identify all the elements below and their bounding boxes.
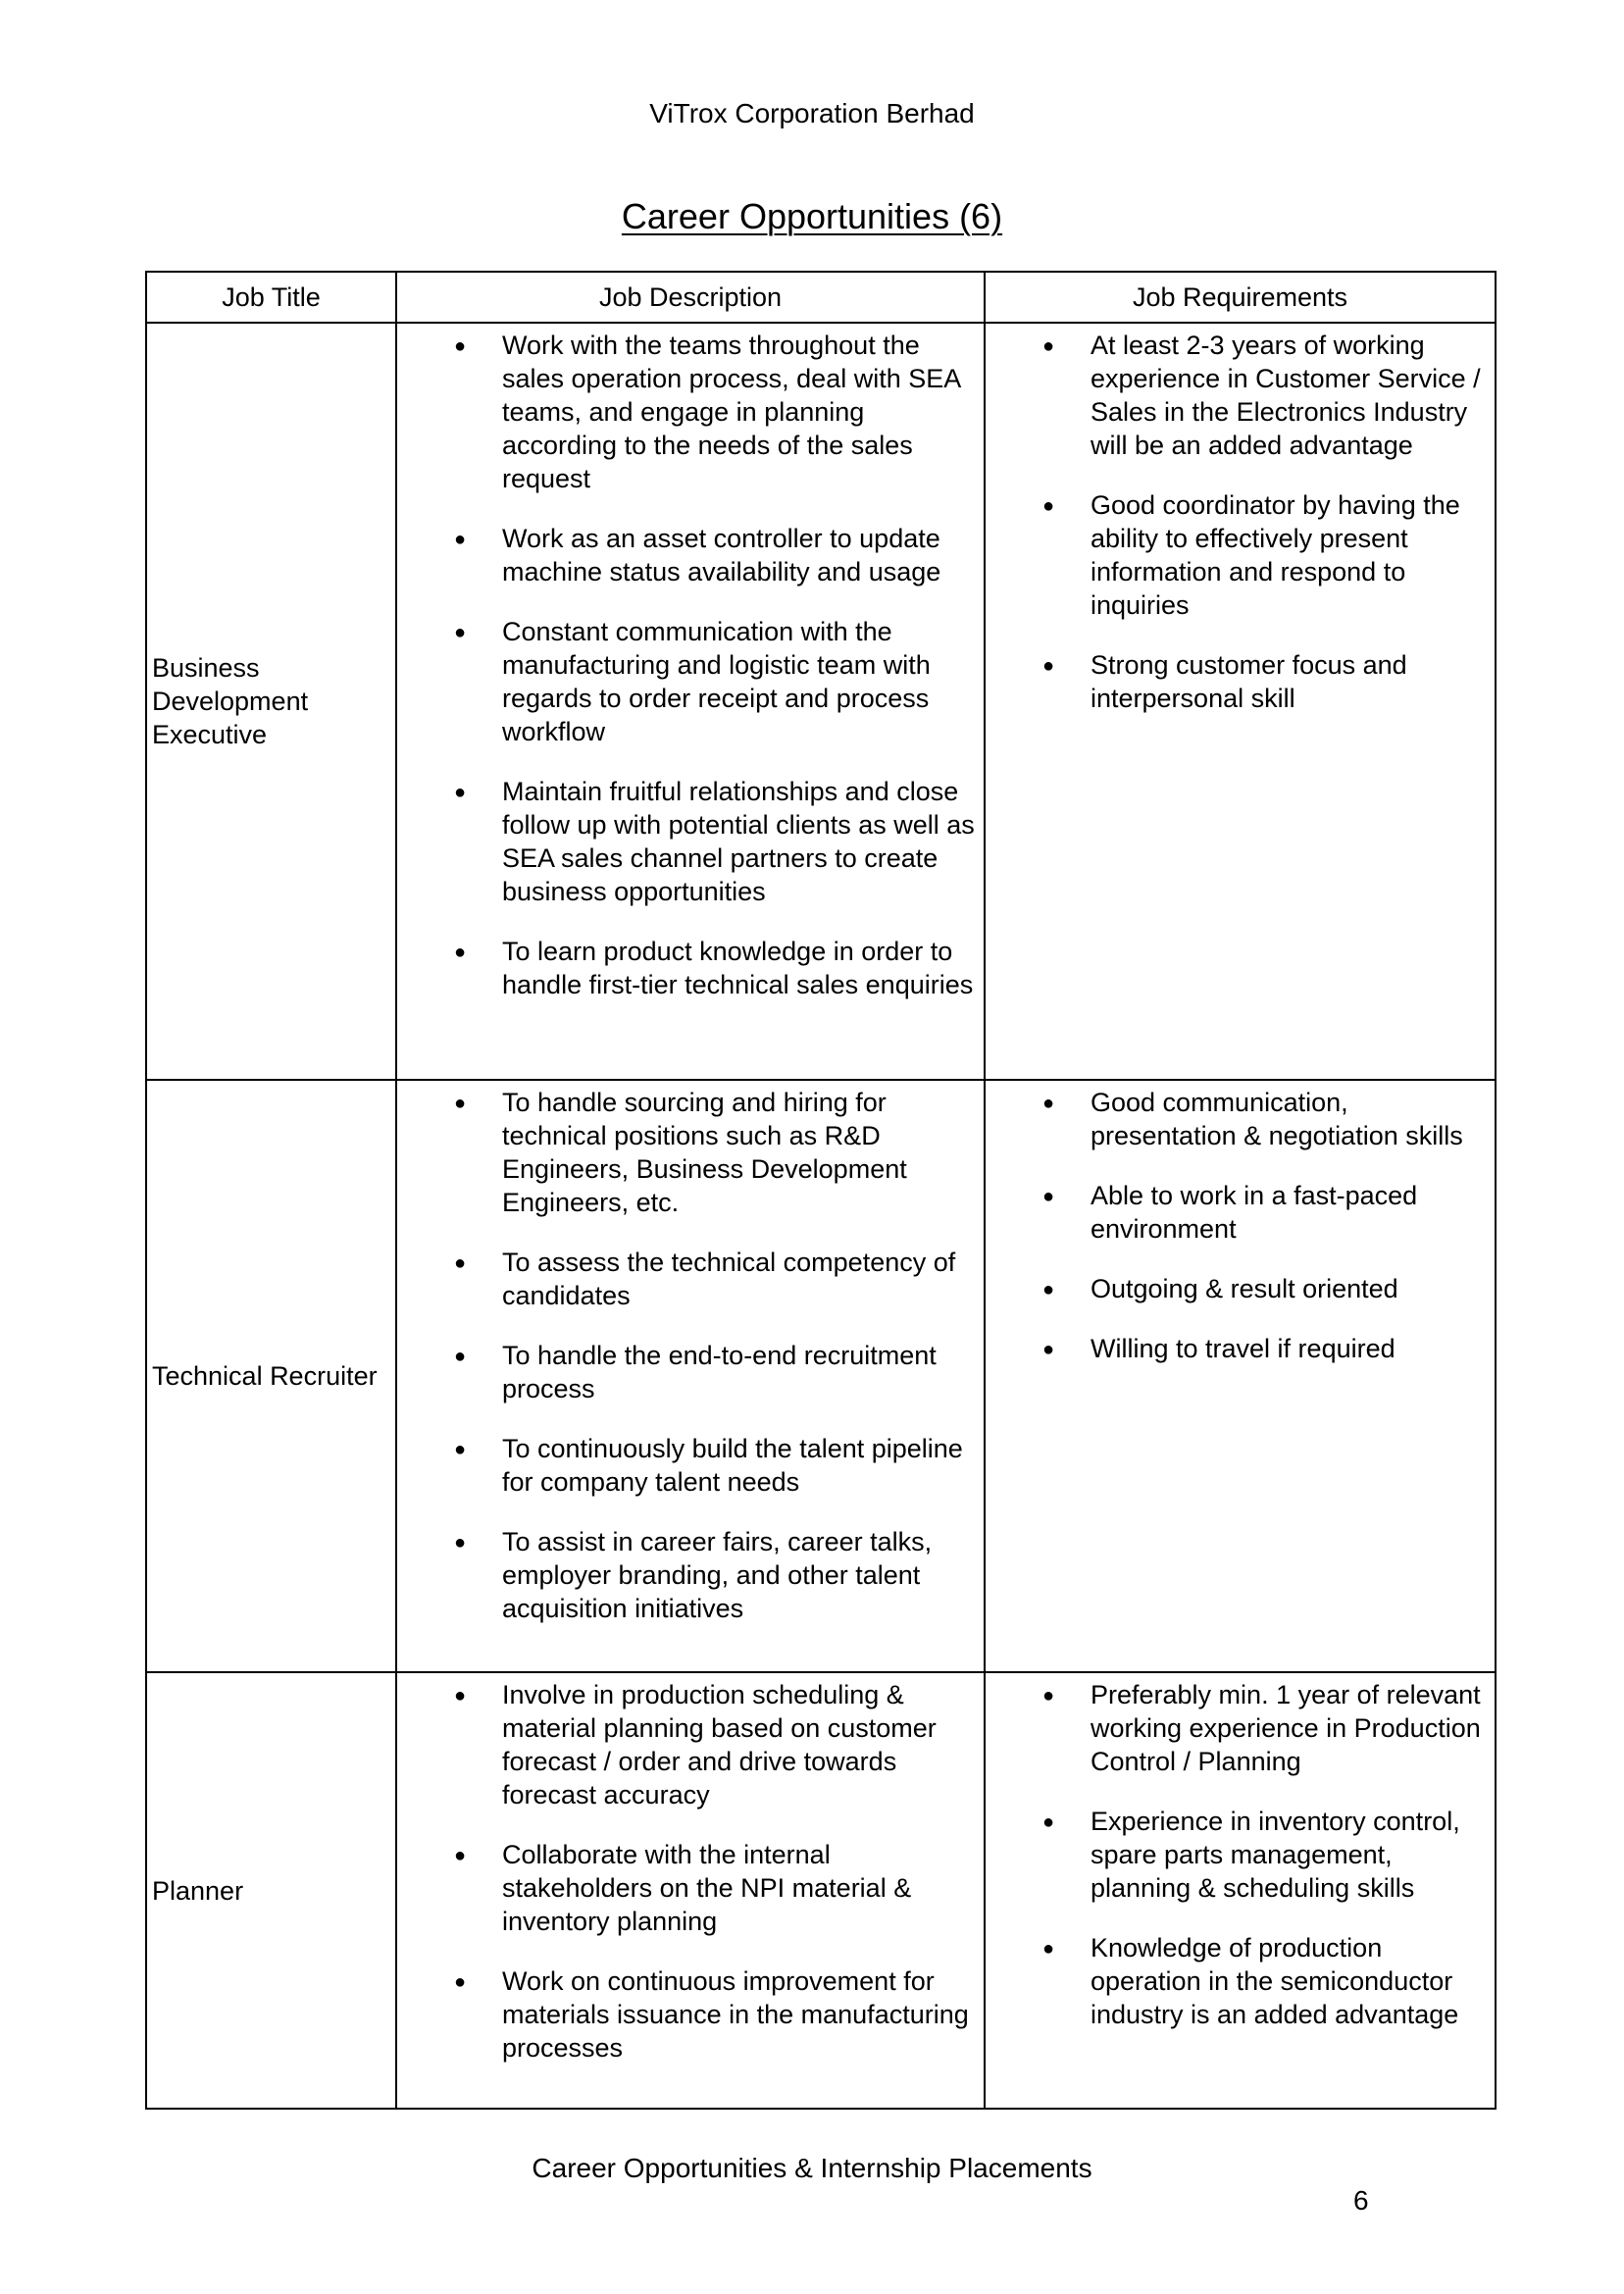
job-description-cell — [396, 1080, 985, 1672]
requirement-text: Preferably min. 1 year of relevant working experience in Production Control / Planning — [1091, 1680, 1481, 1776]
requirement-text: Knowledge of production operation in the semiconductor industry is an added advantage — [1091, 1933, 1459, 2029]
bullet-icon: ● — [1042, 1811, 1055, 1833]
description-text: Work with the teams throughout the sales operation process, deal with SEA teams, and engage in planning according to the needs of the sales request — [502, 331, 960, 493]
description-text: To assist in career fairs, career talks, employer branding, and other talent acquisition initiatives — [502, 1527, 933, 1623]
description-list — [397, 1678, 978, 2065]
job-description-cell — [396, 323, 985, 1080]
bullet-icon: ● — [454, 335, 467, 357]
bullet-icon: ● — [454, 1845, 467, 1866]
bullet-icon: ● — [454, 529, 467, 550]
description-item — [397, 615, 978, 748]
requirement-item — [986, 1332, 1489, 1365]
requirements-list — [986, 1086, 1489, 1365]
company-header: ViTrox Corporation Berhad — [649, 98, 975, 128]
page-title-text: Career Opportunities (6) — [621, 196, 1003, 236]
table-row — [146, 323, 1496, 1080]
description-text: Collaborate with the internal stakeholders on the NPI material & inventory planning — [502, 1840, 912, 1936]
bullet-icon: ● — [1042, 1685, 1055, 1707]
bullet-icon: ● — [454, 1093, 467, 1114]
table-row — [146, 1672, 1496, 2109]
requirement-text: Good communication, presentation & negotiation skills — [1091, 1088, 1463, 1150]
description-item — [397, 329, 978, 495]
description-item — [397, 935, 978, 1001]
description-item — [397, 1432, 978, 1499]
requirement-text: Good coordinator by having the ability to effectively present information and respond to inquiries — [1091, 490, 1460, 620]
column-header-job-description: Job Description — [396, 272, 985, 323]
bullet-icon: ● — [454, 1252, 467, 1274]
requirements-list — [986, 329, 1489, 715]
bullet-icon: ● — [454, 942, 467, 963]
description-text: Constant communication with the manufacturing and logistic team with regards to order receipt and process workflow — [502, 617, 931, 746]
requirement-text: Able to work in a fast-paced environment — [1091, 1181, 1418, 1244]
description-item — [397, 1086, 978, 1219]
description-list — [397, 1086, 978, 1625]
job-requirements-cell — [985, 1672, 1496, 2109]
description-item — [397, 1964, 978, 2065]
bullet-icon: ● — [454, 622, 467, 643]
bullet-icon: ● — [454, 1685, 467, 1707]
bullet-icon: ● — [1042, 1186, 1055, 1207]
requirement-item — [986, 1678, 1489, 1778]
job-description-cell — [396, 1672, 985, 2109]
requirement-item — [986, 648, 1489, 715]
description-text: To handle sourcing and hiring for technical positions such as R&D Engineers, Business Development Engineers, etc. — [502, 1088, 907, 1217]
description-text: To assess the technical competency of candidates — [502, 1248, 956, 1310]
description-item — [397, 1339, 978, 1405]
bullet-icon: ● — [1042, 495, 1055, 517]
description-item — [397, 522, 978, 588]
table-header-row — [146, 272, 1496, 323]
requirement-text: At least 2-3 years of working experience in Customer Service / Sales in the Electronics Industry will be an added advantage — [1091, 331, 1481, 460]
description-text: Involve in production scheduling & material planning based on customer forecast / order and drive towards forecast accuracy — [502, 1680, 937, 1810]
jobs-table — [145, 271, 1497, 2110]
page-number: 6 — [1353, 2185, 1369, 2216]
bullet-icon: ● — [1042, 655, 1055, 677]
description-text: To handle the end-to-end recruitment process — [502, 1341, 937, 1403]
requirement-item — [986, 1931, 1489, 2031]
bullet-icon: ● — [454, 1439, 467, 1460]
description-item — [397, 775, 978, 908]
requirement-item — [986, 1086, 1489, 1152]
footer-text: Career Opportunities & Internship Placements — [532, 2153, 1092, 2183]
requirement-text: Strong customer focus and interpersonal skill — [1091, 650, 1407, 713]
description-text: To learn product knowledge in order to handle first-tier technical sales enquiries — [502, 937, 974, 999]
table-row — [146, 1080, 1496, 1672]
description-text: Maintain fruitful relationships and close follow up with potential clients as well as SEA sales channel partners to create business opportunities — [502, 777, 975, 906]
job-title-cell: Business Development Executive — [146, 323, 396, 1080]
description-item — [397, 1246, 978, 1312]
job-requirements-cell — [985, 323, 1496, 1080]
bullet-icon: ● — [1042, 1339, 1055, 1360]
requirement-text: Experience in inventory control, spare parts management, planning & scheduling skills — [1091, 1807, 1460, 1903]
bullet-icon: ● — [454, 1346, 467, 1367]
requirement-text: Willing to travel if required — [1091, 1334, 1396, 1363]
column-header-job-title: Job Title — [146, 272, 396, 323]
job-title-cell: Technical Recruiter — [146, 1080, 396, 1672]
description-text: To continuously build the talent pipeline for company talent needs — [502, 1434, 963, 1497]
bullet-icon: ● — [454, 1532, 467, 1554]
job-requirements-cell — [985, 1080, 1496, 1672]
requirement-item — [986, 1272, 1489, 1305]
bullet-icon: ● — [1042, 1938, 1055, 1960]
description-item — [397, 1838, 978, 1938]
column-header-job-requirements: Job Requirements — [985, 272, 1496, 323]
bullet-icon: ● — [454, 782, 467, 803]
description-item — [397, 1525, 978, 1625]
description-item — [397, 1678, 978, 1811]
bullet-icon: ● — [454, 1971, 467, 1993]
description-text: Work as an asset controller to update machine status availability and usage — [502, 524, 941, 586]
job-title-cell: Planner — [146, 1672, 396, 2109]
requirements-list — [986, 1678, 1489, 2031]
page-title — [0, 196, 1624, 237]
bullet-icon: ● — [1042, 335, 1055, 357]
description-text: Work on continuous improvement for materials issuance in the manufacturing processes — [502, 1966, 969, 2063]
bullet-icon: ● — [1042, 1279, 1055, 1300]
bullet-icon: ● — [1042, 1093, 1055, 1114]
requirement-item — [986, 488, 1489, 622]
requirement-text: Outgoing & result oriented — [1091, 1274, 1398, 1303]
requirement-item — [986, 1805, 1489, 1905]
description-list — [397, 329, 978, 1001]
requirement-item — [986, 329, 1489, 462]
requirement-item — [986, 1179, 1489, 1246]
